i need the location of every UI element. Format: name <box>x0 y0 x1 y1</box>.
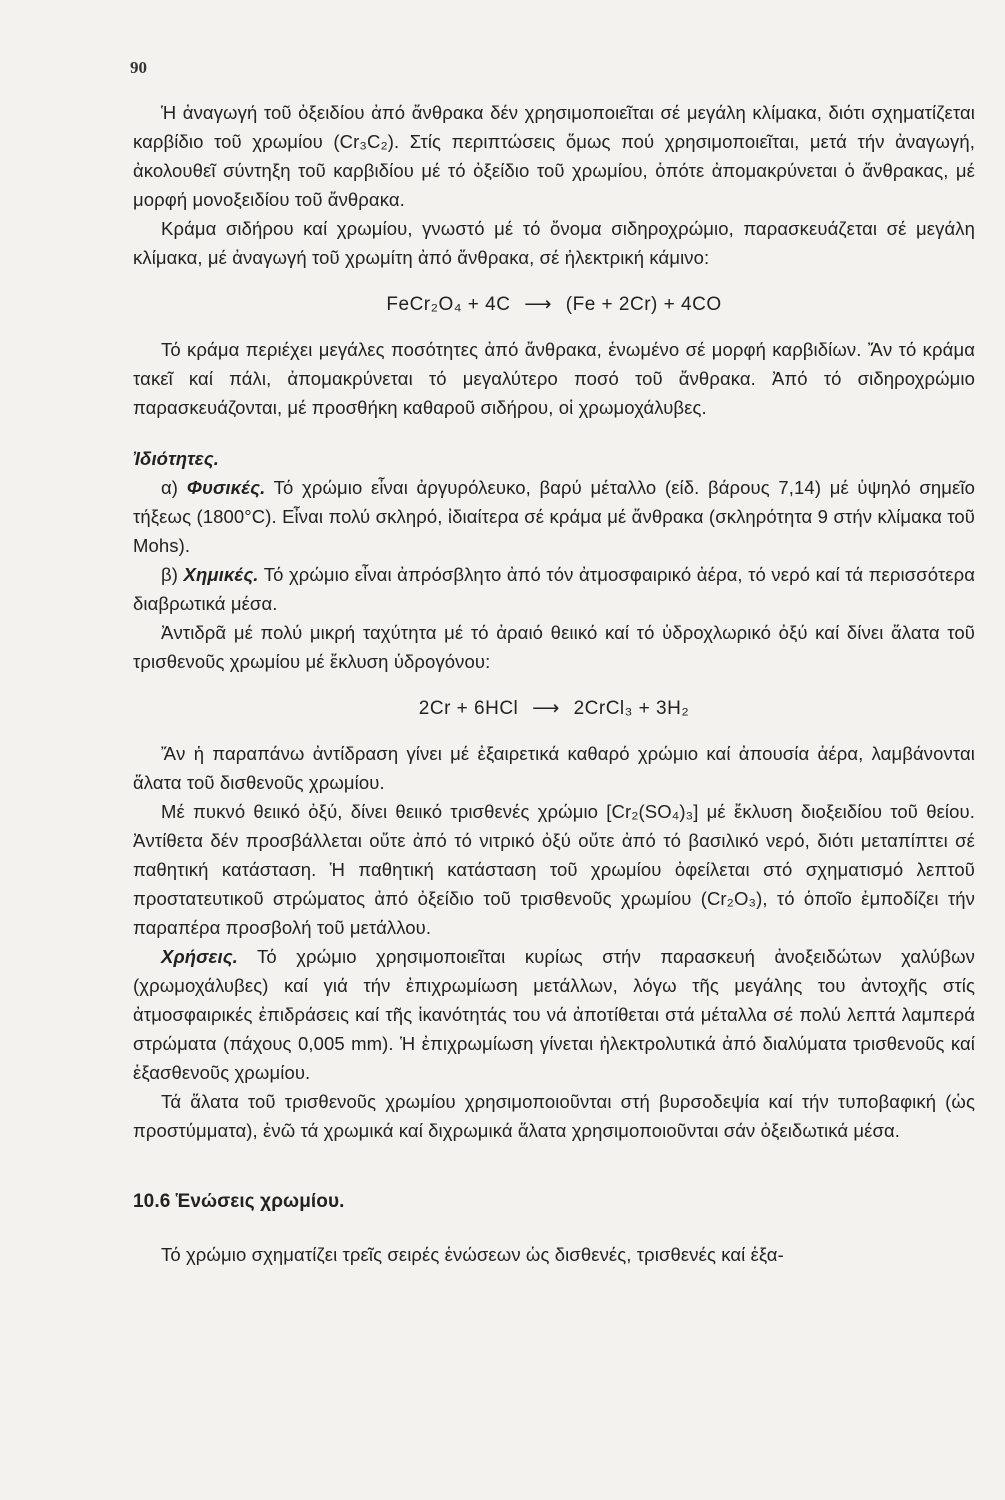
physical-label: Φυσικές. <box>186 477 266 498</box>
uses-label: Χρήσεις. <box>161 946 238 967</box>
equation-right: 2CrCl₃ + 3H₂ <box>573 698 690 719</box>
paragraph-reduction: Ἡ ἀναγωγή τοῦ ὀξειδίου ἀπό ἄνθρακα δέν χρησιμοποιεῖται σέ μεγάλη κλίμακα, διότι σχηματίζεται καρβίδιο τοῦ χρωμίου (Cr₃C₂). Στίς περιπτώσεις ὅμως πού χρησιμοποιεῖται, μετά τήν ἀναγωγή, ἀκολουθεῖ σύντηξη τοῦ καρβιδίου μέ τό ὀξείδιο τοῦ χρωμίου, ὁπότε ἀπομακρύνεται ὁ ἄνθρακας, μέ μορφή μονοξειδίου τοῦ ἄνθρακα. <box>133 102 975 210</box>
arrow-icon: ⟶ <box>524 294 552 315</box>
equation-ferrochrome <box>133 290 975 319</box>
item-prefix: α) <box>161 477 187 498</box>
paragraph-physical <box>133 473 975 560</box>
item-prefix: β) <box>161 564 184 585</box>
paragraph-chemical <box>133 560 975 618</box>
paragraph-sulfuric: Μέ πυκνό θειικό ὀξύ, δίνει θειικό τρισθενές χρώμιο [Cr₂(SO₄)₃] μέ ἔκλυση διοξειδίου τοῦ θείου. Ἀντίθετα δέν προσβάλλεται οὔτε ἀπό τό νιτρικό ὀξύ οὔτε ἀπό τό βασιλικό νερό, διότι μεταπίπτει σέ παθητική κατάσταση. Ἡ παθητική κατάσταση τοῦ χρωμίου ὀφείλεται στό σχηματισμό λεπτοῦ προστατευτικοῦ στρώματος ἀπό ὀξείδιο τοῦ τρισθενοῦς χρωμίου (Cr₂O₃), τό ὁποῖο ἐμποδίζει τήν παραπέρα προσβολή τοῦ μετάλλου. <box>133 801 976 938</box>
paragraph-alloy: Τό κράμα περιέχει μεγάλες ποσότητες ἀπό ἄνθρακα, ἑνωμένο σέ μορφή καρβιδίων. Ἄν τό κράμα τακεῖ καί πάλι, ἀπομακρύνεται τό μεγαλύτερο ποσό τοῦ ἄνθρακα. Ἀπό τό σιδηροχρώμιο παρασκευάζονται, μέ προσθήκη καθαροῦ σιδήρου, οἱ χρωμοχάλυβες. <box>133 339 975 418</box>
chemical-text: Τό χρώμιο εἶναι ἀπρόσβλητο ἀπό τόν ἀτμοσφαιρικό ἀέρα, τό νερό καί τά περισσότερα διαβρωτικά μέσα. <box>133 564 975 614</box>
chemical-label: Χημικές. <box>183 564 259 585</box>
page-number: 90 <box>130 58 147 77</box>
paragraph-ferrochrome: Κράμα σιδήρου καί χρωμίου, γνωστό μέ τό ὄνομα σιδηροχρώμιο, παρασκευάζεται σέ μεγάλη κλίμακα, μέ ἀναγωγή τοῦ χρωμίτη ἀπό ἄνθρακα, σέ ἠλεκτρική κάμινο: <box>133 218 975 268</box>
page-body <box>133 98 975 1269</box>
equation-left: 2Cr + 6HCl <box>418 698 519 719</box>
properties-heading: Ἰδιότητες. <box>133 448 219 469</box>
paragraph-acid-reaction: Ἀντιδρᾶ μέ πολύ μικρή ταχύτητα μέ τό ἀραιό θειικό καί τό ὑδροχλωρικό ὀξύ καί δίνει ἅλατα τοῦ τρισθενοῦς χρωμίου μέ ἔκλυση ὑδρογόνου: <box>133 622 975 672</box>
equation-left: FeCr₂O₄ + 4C <box>386 294 511 315</box>
equation-right: (Fe + 2Cr) + 4CO <box>565 294 722 315</box>
section-heading: 10.6 Ἑνώσεις χρωμίου. <box>133 1191 345 1212</box>
arrow-icon: ⟶ <box>532 698 560 719</box>
equation-hcl <box>133 694 975 723</box>
paragraph-divalent: Ἄν ἡ παραπάνω ἀντίδραση γίνει μέ ἐξαιρετικά καθαρό χρώμιο καί ἀπουσία ἀέρα, λαμβάνονται ἅλατα τοῦ δισθενοῦς χρωμίου. <box>133 743 975 793</box>
physical-text: Τό χρώμιο εἶναι ἀργυρόλευκο, βαρύ μέταλλο (είδ. βάρους 7,14) μέ ὑψηλό σημεῖο τήξεως (1800°C). Εἶναι πολύ σκληρό, ἰδιαίτερα σέ κράμα μέ ἄνθρακα (σκληρότητα 9 στήν κλίμακα τοῦ Mohs). <box>133 477 976 556</box>
paragraph-salts: Τά ἅλατα τοῦ τρισθενοῦς χρωμίου χρησιμοποιοῦνται στή βυρσοδεψία καί τήν τυποβαφική (ὡς προστύμματα), ἐνῶ τά χρωμικά καί διχρωμικά ἅλατα χρησιμοποιοῦνται σάν ὀξειδωτικά μέσα. <box>133 1091 975 1141</box>
uses-text: Τό χρώμιο χρησιμοποιεῖται κυρίως στήν παρασκευή ἀνοξειδώτων χαλύβων (χρωμοχάλυβες) καί γιά τήν ἐπιχρωμίωση μετάλλων, λόγω τῆς μεγάλης του ἀντοχῆς στίς ἀτμοσφαιρικές ἐπιδράσεις καί τῆς ἱκανότητάς του νά ἀποτίθεται στά μέταλλα σέ πολύ λεπτά λαμπερά στρώματα (πάχους 0,005 mm). Ἡ ἐπιχρωμίωση γίνεται ἠλεκτρολυτικά ἀπό διαλύματα τρισθενοῦς καί ἑξασθενοῦς χρωμίου. <box>133 946 975 1083</box>
paragraph-compounds: Τό χρώμιο σχηματίζει τρεῖς σειρές ἑνώσεων ὡς δισθενές, τρισθενές καί ἑξα- <box>161 1244 784 1265</box>
paragraph-uses <box>133 942 975 1087</box>
